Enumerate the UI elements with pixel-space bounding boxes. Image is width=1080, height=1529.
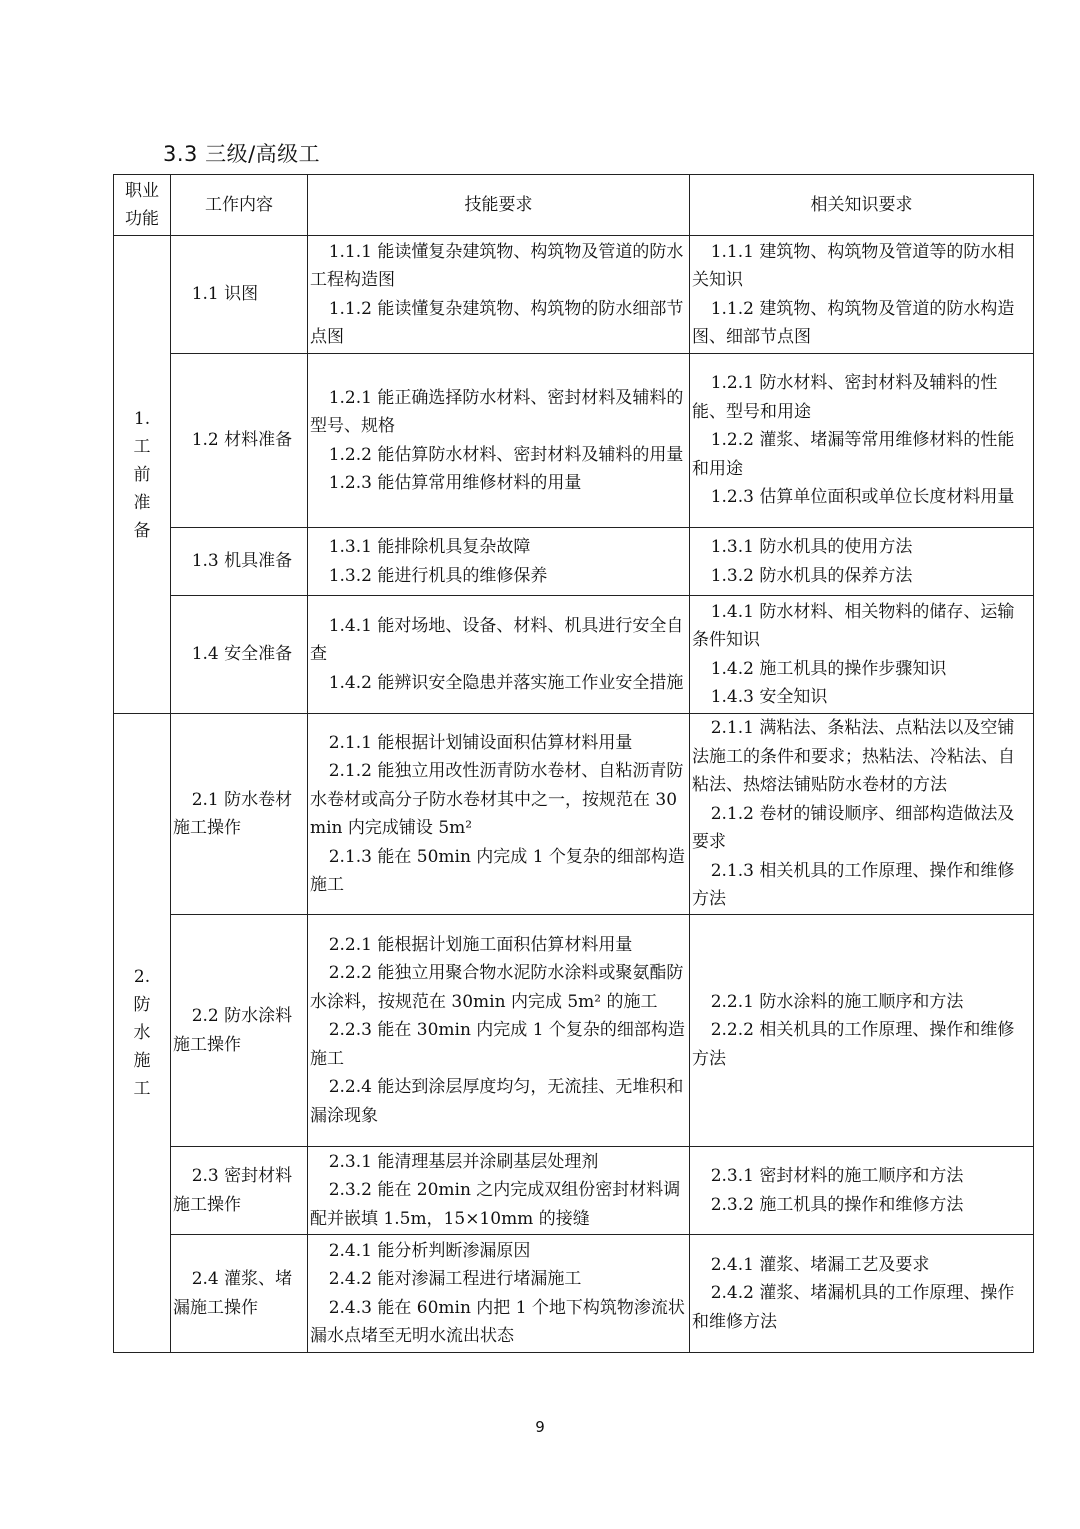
table-row (114, 528, 1034, 596)
skill-requirements-cell (308, 915, 690, 1147)
knowledge-item: 2.3.1 密封材料的施工顺序和方法 (710, 1166, 964, 1186)
table-row (114, 596, 1034, 714)
skill-item: 2.2.3 能在 30min 内完成 1 个复杂的细部构造施工 (310, 1020, 685, 1069)
header-knowledge: 相关知识要求 (690, 175, 1034, 236)
work-content-text: 1.3 机具准备 (191, 551, 293, 572)
function-text: 1. (133, 408, 151, 429)
knowledge-item: 2.1.2 卷材的铺设顺序、细部构造做法及要求 (692, 803, 1015, 853)
work-content-cell (171, 1147, 308, 1235)
knowledge-requirements-cell (690, 915, 1034, 1147)
work-content-text: 2.2 防水涂料施工操作 (173, 1006, 293, 1055)
section-title: 3.3 三级/高级工 (163, 142, 321, 166)
knowledge-requirements-cell (690, 528, 1034, 596)
table-row (114, 236, 1034, 354)
skill-item: 1.4.2 能辨识安全隐患并落实施工作业安全措施 (328, 672, 684, 693)
function-text: 备 (133, 520, 151, 541)
skill-item: 1.4.1 能对场地、设备、材料、机具进行安全自查 (310, 615, 684, 665)
skill-requirements-cell (308, 1147, 690, 1235)
knowledge-item: 1.3.2 防水机具的保养方法 (710, 565, 913, 586)
skill-requirements-cell (308, 596, 690, 714)
function-text: 水 (133, 1023, 151, 1043)
knowledge-requirements-cell (690, 714, 1034, 915)
work-content-cell (171, 714, 308, 915)
table-row (114, 1147, 1034, 1235)
skill-item: 2.1.3 能在 50min 内完成 1 个复杂的细部构造施工 (310, 846, 685, 895)
function-text: 2. (133, 967, 151, 987)
header-function (114, 175, 171, 236)
knowledge-item: 1.3.1 防水机具的使用方法 (710, 537, 913, 557)
skill-item: 1.3.2 能进行机具的维修保养 (328, 565, 548, 586)
table-row (114, 354, 1034, 528)
skill-item: 2.3.1 能清理基层并涂刷基层处理剂 (328, 1151, 599, 1172)
knowledge-item: 2.2.1 防水涂料的施工顺序和方法 (710, 991, 964, 1012)
function-text: 施 (133, 1051, 151, 1071)
knowledge-item: 2.3.2 施工机具的操作和维修方法 (710, 1194, 964, 1215)
knowledge-item: 1.2.2 灌浆、堵漏等常用维修材料的性能和用途 (692, 430, 1015, 479)
skill-requirements-cell (308, 714, 690, 915)
skill-item: 1.1.1 能读懂复杂建筑物、构筑物及管道的防水工程构造图 (310, 241, 684, 290)
skill-item: 1.2.2 能估算防水材料、密封材料及辅料的用量 (328, 444, 684, 465)
knowledge-item: 2.4.1 灌浆、堵漏工艺及要求 (710, 1254, 930, 1275)
table-row (114, 1235, 1034, 1353)
work-content-text: 2.4 灌浆、堵漏施工操作 (173, 1269, 293, 1318)
knowledge-item: 2.4.2 灌浆、堵漏机具的工作原理、操作和维修方法 (692, 1283, 1015, 1332)
work-content-cell (171, 596, 308, 714)
knowledge-requirements-cell (690, 1235, 1034, 1353)
work-content-cell (171, 1235, 308, 1353)
skill-requirements-cell (308, 1235, 690, 1353)
header-work: 工作内容 (171, 175, 308, 236)
knowledge-requirements-cell (690, 596, 1034, 714)
table-body (114, 236, 1034, 1353)
header-function-text: 职业 (125, 181, 159, 201)
table-row (114, 915, 1034, 1147)
skill-item: 1.1.2 能读懂复杂建筑物、构筑物的防水细部节点图 (310, 298, 684, 347)
skill-item: 2.2.4 能达到涂层厚度均匀，无流挂、无堆积和漏涂现象 (310, 1077, 684, 1126)
knowledge-requirements-cell (690, 236, 1034, 354)
function-cell (114, 714, 171, 1353)
function-text: 工 (133, 436, 151, 457)
page-number: 9 (535, 1418, 545, 1436)
knowledge-item: 1.1.2 建筑物、构筑物及管道的防水构造图、细部节点图 (692, 298, 1015, 347)
function-text: 准 (133, 492, 151, 513)
table-row (114, 714, 1034, 915)
knowledge-item: 1.4.2 施工机具的操作步骤知识 (710, 658, 947, 679)
function-text: 前 (133, 464, 151, 485)
work-content-text: 2.3 密封材料施工操作 (173, 1166, 293, 1215)
work-content-cell (171, 528, 308, 596)
work-content-text: 1.4 安全准备 (191, 644, 293, 665)
skill-item: 2.2.2 能独立用聚合物水泥防水涂料或聚氨酯防水涂料，按规范在 30min 内完成 5m² 的施工 (310, 963, 684, 1012)
skill-item: 1.2.1 能正确选择防水材料、密封材料及辅料的型号、规格 (310, 387, 684, 436)
skill-item: 2.1.2 能独立用改性沥青防水卷材、自粘沥青防水卷材或高分子防水卷材其中之一，按规范在 30min 内完成铺设 5m² (310, 761, 684, 838)
work-content-text: 1.2 材料准备 (191, 430, 293, 451)
skill-item: 2.3.2 能在 20min 之内完成双组份密封材料调配并嵌填 1.5m，15×10mm 的接缝 (310, 1180, 681, 1229)
knowledge-item: 1.2.1 防水材料、密封材料及辅料的性能、型号和用途 (692, 373, 998, 422)
skill-item: 2.4.1 能分析判断渗漏原因 (328, 1240, 531, 1261)
work-content-cell (171, 915, 308, 1147)
skill-standard-table (113, 174, 1034, 1353)
function-text: 防 (133, 995, 151, 1015)
skill-item: 2.2.1 能根据计划施工面积估算材料用量 (328, 934, 633, 955)
table-header-row (114, 175, 1034, 236)
knowledge-item: 1.2.3 估算单位面积或单位长度材料用量 (710, 487, 1015, 508)
knowledge-item: 2.1.1 满粘法、条粘法、点粘法以及空铺法施工的条件和要求；热粘法、冷粘法、自粘法、热熔法铺贴防水卷材的方法 (692, 718, 1015, 796)
skill-item: 1.2.3 能估算常用维修材料的用量 (328, 473, 582, 493)
knowledge-item: 1.4.3 安全知识 (710, 687, 828, 707)
header-function-text: 功能 (125, 209, 159, 229)
work-content-cell (171, 354, 308, 528)
work-content-text: 1.1 识图 (191, 284, 259, 305)
header-skills: 技能要求 (308, 175, 690, 236)
knowledge-item: 1.4.1 防水材料、相关物料的储存、运输条件知识 (692, 601, 1015, 650)
knowledge-requirements-cell (690, 1147, 1034, 1235)
skill-item: 2.4.2 能对渗漏工程进行堵漏施工 (328, 1269, 582, 1289)
knowledge-requirements-cell (690, 354, 1034, 528)
skill-requirements-cell (308, 354, 690, 528)
knowledge-item: 1.1.1 建筑物、构筑物及管道等的防水相关知识 (692, 241, 1015, 290)
work-content-cell (171, 236, 308, 354)
skill-requirements-cell (308, 528, 690, 596)
work-content-text: 2.1 防水卷材施工操作 (173, 789, 293, 838)
skill-item: 1.3.1 能排除机具复杂故障 (328, 537, 531, 557)
function-cell (114, 236, 171, 714)
knowledge-item: 2.2.2 相关机具的工作原理、操作和维修方法 (692, 1020, 1015, 1069)
knowledge-item: 2.1.3 相关机具的工作原理、操作和维修方法 (692, 860, 1015, 910)
function-text: 工 (133, 1079, 151, 1099)
skill-requirements-cell (308, 236, 690, 354)
skill-item: 2.4.3 能在 60min 内把 1 个地下构筑物渗流状漏水点堵至无明水流出状态 (310, 1297, 685, 1346)
skill-item: 2.1.1 能根据计划铺设面积估算材料用量 (328, 732, 633, 753)
